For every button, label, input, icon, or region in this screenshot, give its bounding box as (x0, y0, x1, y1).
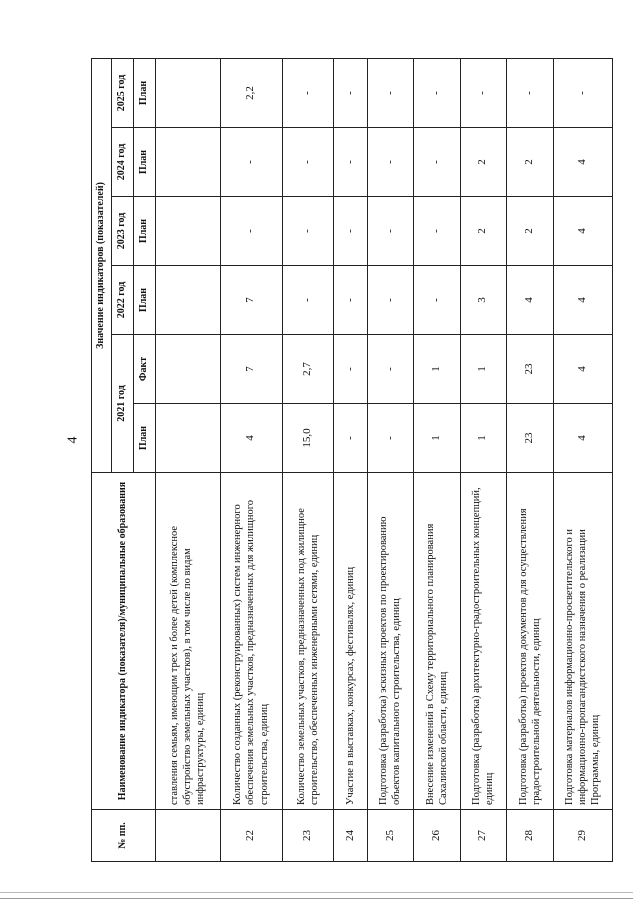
indicator-value: - (367, 197, 413, 266)
indicator-value: 15,0 (282, 404, 334, 473)
indicator-value: 23 (507, 404, 553, 473)
row-number: 22 (220, 810, 282, 862)
indicator-value: 23 (507, 335, 553, 404)
indicator-value (156, 197, 221, 266)
indicator-value: 4 (553, 128, 612, 197)
header-sub: Факт (134, 335, 156, 404)
indicator-value: - (414, 128, 460, 197)
row-number: 28 (507, 810, 553, 862)
header-sub: План (134, 197, 156, 266)
table-row (414, 58, 460, 861)
header-name: Наименование индикатора (показателя)/муниципальные образования (92, 473, 156, 810)
table-row (553, 58, 612, 861)
indicator-value: - (414, 197, 460, 266)
row-number: 25 (367, 810, 413, 862)
indicator-value: 2 (507, 128, 553, 197)
indicator-value: 2 (507, 197, 553, 266)
indicator-value (156, 266, 221, 335)
indicator-value: - (334, 404, 368, 473)
rotated-table-block (91, 59, 613, 862)
indicator-value: 1 (414, 335, 460, 404)
indicator-value: - (367, 335, 413, 404)
scan-edge-line (0, 898, 633, 899)
row-number: 27 (460, 810, 506, 862)
row-number: 23 (282, 810, 334, 862)
header-year-2021: 2021 год (112, 335, 134, 473)
indicator-value: - (367, 266, 413, 335)
indicator-name: Количество созданных (реконструированных) систем инженерного обеспечения земельных участков, предназначенных для жилищного строительства, единиц (220, 473, 282, 810)
table-row (507, 58, 553, 861)
row-number: 29 (553, 810, 612, 862)
indicator-value: - (507, 58, 553, 127)
table-row (156, 58, 221, 861)
header-year-2022: 2022 год (112, 266, 134, 335)
table-row (334, 58, 368, 861)
indicator-value: - (334, 58, 368, 127)
indicator-value: 7 (220, 335, 282, 404)
indicator-value: - (553, 58, 612, 127)
indicator-value: 2 (460, 128, 506, 197)
table-row (460, 58, 506, 861)
indicator-value: 2 (460, 197, 506, 266)
row-number: 24 (334, 810, 368, 862)
indicator-value: - (282, 128, 334, 197)
indicator-value (156, 58, 221, 127)
indicator-value: - (367, 58, 413, 127)
row-number (156, 810, 221, 862)
indicator-value: - (367, 404, 413, 473)
table-row (220, 58, 282, 861)
header-sub: План (134, 128, 156, 197)
scan-edge-line (0, 892, 633, 893)
indicator-value: 1 (414, 404, 460, 473)
indicator-name: Подготовка (разработка) проектов документов для осуществления градостроительной деятельности, единиц (507, 473, 553, 810)
header-sub: План (134, 58, 156, 127)
indicator-value: 1 (460, 335, 506, 404)
header-year-2023: 2023 год (112, 197, 134, 266)
indicator-value: 4 (220, 404, 282, 473)
indicator-value: 2,2 (220, 58, 282, 127)
page-number: 4 (65, 436, 81, 444)
header-year-2024: 2024 год (112, 128, 134, 197)
indicator-value: 4 (553, 335, 612, 404)
table-row (282, 58, 334, 861)
indicator-value: 4 (507, 266, 553, 335)
indicator-name: Подготовка (разработка) архитектурно-градостроительных концепций, единиц (460, 473, 506, 810)
indicator-value: 2,7 (282, 335, 334, 404)
indicator-value: - (334, 197, 368, 266)
indicator-value: - (334, 266, 368, 335)
header-num: № пп. (92, 810, 156, 862)
indicator-value: - (460, 58, 506, 127)
indicator-name: Подготовка (разработка) эскизных проектов по проектированию объектов капитального строительства, единиц (367, 473, 413, 810)
indicator-value: - (334, 335, 368, 404)
header-sub: План (134, 404, 156, 473)
indicator-value: - (414, 266, 460, 335)
header-values-group: Значение индикаторов (показателей) (92, 58, 112, 472)
indicator-name: Подготовка материалов информационно-просветительского и информационно-пропагандистского назначения о реализации Программы, единиц (553, 473, 612, 810)
indicator-name: Внесение изменений в Схему территориального планирования Сахалинской области, единиц (414, 473, 460, 810)
indicator-value: - (282, 58, 334, 127)
indicators-table (91, 58, 613, 862)
indicator-value: - (367, 128, 413, 197)
indicator-value: 7 (220, 266, 282, 335)
header-year-2025: 2025 год (112, 58, 134, 127)
indicator-value: - (220, 128, 282, 197)
indicator-value: 4 (553, 404, 612, 473)
indicator-value: 3 (460, 266, 506, 335)
indicator-value: - (334, 128, 368, 197)
indicator-value (156, 404, 221, 473)
row-number: 26 (414, 810, 460, 862)
indicator-value: - (414, 58, 460, 127)
indicator-value: 1 (460, 404, 506, 473)
indicator-name: Количество земельных участков, предназначенных под жилищное строительство, обеспеченных инженерными сетями, единиц (282, 473, 334, 810)
indicator-value: - (282, 266, 334, 335)
indicator-value: 4 (553, 197, 612, 266)
indicator-value: - (220, 197, 282, 266)
table-body (156, 58, 613, 861)
indicator-name: Участие в выставках, конкурсах, фестивалях, единиц (334, 473, 368, 810)
indicator-value (156, 128, 221, 197)
header-sub: План (134, 266, 156, 335)
indicator-value: 4 (553, 266, 612, 335)
indicator-value (156, 335, 221, 404)
table-row (367, 58, 413, 861)
indicator-value: - (282, 197, 334, 266)
indicator-name: ставления семьям, имеющим трех и более детей (комплексное обустройство земельных участков), в том числе по видам инфраструктуры, единиц (156, 473, 221, 810)
